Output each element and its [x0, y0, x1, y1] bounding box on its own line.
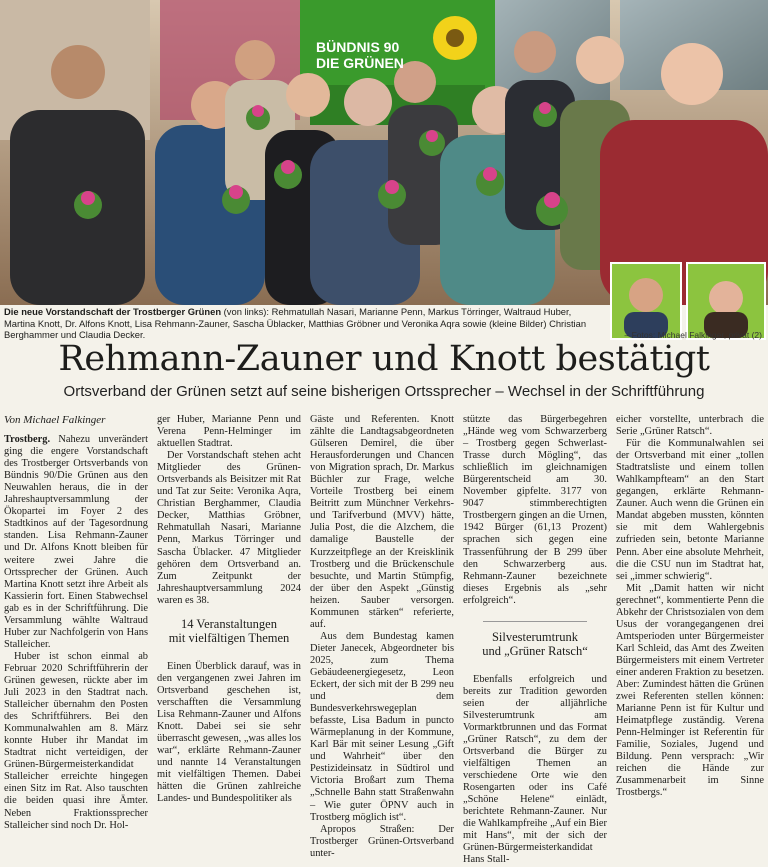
group-photo: [0, 0, 768, 305]
byline: Von Michael Falkinger: [4, 414, 106, 426]
article-column-2: [157, 414, 301, 805]
banner-line1: BÜNDNIS 90: [316, 39, 400, 55]
subheadline: Ortsverband der Grünen setzt auf seine bisherigen Ortssprecher – Wechsel in der Schriftführung: [63, 383, 705, 400]
article-column-4: [463, 414, 607, 866]
article-column-1: [4, 414, 148, 831]
paragraph: Der Vorstandschaft stehen acht Mitglieder des Grünen-Ortsverbands als Beisitzer mit Rat und Tat zur Seite: Veronika Aqra, Christian Berghammer, Claudia Decker, Matthias Gröbner, Rehmatullah Nasari, Marianne Penn, Markus Törringer und Sascha Üblacker. 47 Mitglieder gehören dem Ortsverband an. Zum Zeitpunkt der Jahreshauptversammlung 2024 waren es 38.: [157, 450, 301, 606]
paragraph: Für die Kommunalwahlen sei der Ortsverband mit einer „tollen Stadtratsliste und einem tollen Wahlkampfteam“ an den Start gegangen, erklärte Rehmann-Zauner. Auch wenn die Grünen ein Mandat abgeben mussten, könnten sie mit dem Wahlergebnis zufrieden sein, betonte Marianne Penn. Aber eine absolute Mehrheit, die die CSU nun im Stadtrat hat, sei „immer schwierig“.: [616, 438, 764, 582]
dateline: Trostberg.: [4, 434, 51, 446]
paragraph: Huber ist schon einmal ab Februar 2020 Schriftführerin der Grünen gewesen, rückte aber im Juli 2023 in den Stadtrat nach. Stalleicher übernahm den Posten des Schriftführers. Bei den Kommunalwahlen am 8. März konnte Huber ihr Mandat im Stadtrat nicht verteidigen, der Grünen-Bürgermeisterkandidat Stalleicher erreichte hingegen einen Sitz im Rat. Also tauschten die beiden quasi ihre Ämter. Neben Fraktionssprecher Stalleicher sind noch Dr. Hol-: [4, 650, 148, 831]
article-column-3: [310, 414, 454, 859]
paragraph: eicher vorstellte, unterbrach die Serie „Grüner Ratsch“.: [616, 414, 764, 438]
small-photo-berghammer: [610, 262, 682, 340]
paragraph: ger Huber, Marianne Penn und Verena Penn-Helminger im aktuellen Stadtrat.: [157, 414, 301, 450]
caption-text: (von links): Rehmatullah Nasari, Marianne Penn, Markus Törringer, Waltraud Huber, Martina Knott, Dr. Alfons Knott, Lisa Rehmann-Zauner, Sascha Üblacker, Matthias Gröbner und Veronika Aqra sowie (kleine Bilder) Christian Berghammer und Claudia Decker.: [4, 306, 587, 341]
paragraph: Trostberg. Nahezu unverändert ging die engere Vorstandschaft des Trostberger Ortsverbands von Bündnis 90/Die Grünen aus den Neuwahlen heraus, die in der Jahreshauptversammlung der Ökopartei im Foyer 2 des Stadtkinos auf der Tagesordnung standen. Lisa Rehmann-Zauner und Dr. Alfons Knott bleiben für weitere zwei Jahre die Ortssprecher der Grünen. Auch Martina Knott setzt ihre Arbeit als Kassierin fort. Einen Stabwechsel gab es in der Schriftführung. Die Versammlung wählte Waltraud Huber zur Nachfolgerin von Hans Stalleicher.: [4, 434, 148, 650]
photo-credit: – Fotos: Michael Falkinger, privat (2): [624, 330, 762, 340]
paragraph: Ebenfalls erfolgreich und bereits zur Tradition geworden seien der alljährliche Silvesterumtrunk am Vormarktbrunnen und das Format „Grüner Ratsch“, zu dem der Ortsverband die Bürger zu vielfältigen Themen an verschiedene Orte wie den Rosengarten oder ins Café „Schöne Helene“ einlädt, berichtete Rehmann-Zauner. Nur die Wahlkampfreihe „Auf ein Bier mit Hans“, mit der sich der Grünen-Bürgermeisterkandidat Hans Stall-: [463, 673, 607, 866]
paragraph: Gäste und Referenten. Knott zählte die Landtagsabgeordneten Gülseren Demirel, die über Herausforderungen und Chancen von Migration sprach, Dr. Markus Büchler zur Frage, welche Vorteile Trostberg bei einem Beitritt zum Münchner Verkehrs- und Tarifverbund (MVV) hätte, Julia Post, die die Alzchem, die damalige Baustelle der Kurzzeitpflege an der Kreisklinik Trostberg und die Brückenschule besuchte, und Martin Stümpfig, der über den Aspekt „Günstig heizen. Sauber versorgen. Kommunen stärken“ referierte, auf.: [310, 414, 454, 630]
small-photo-decker: [686, 262, 766, 340]
paragraph: Mit „Damit hatten wir nicht gerechnet“, kommentierte Penn die Abkehr der Christsozialen von dem Usus der vorangegangenen drei Amtsperioden unter Bürgermeister Karl Schleid, das Amt des Zweiten Bürgermeisters mit einem Vertreter einer anderen Fraktion zu besetzen. Aber: Zumindest hätten die Grünen zwei Referenten stellen können: Marianne Penn ist für Kultur und Heimatpflege zuständig. Verena Penn-Helminger ist Referentin für Familie, Soziales, Jugend und Bildung. Penn versprach: „Wir reichen die Hände zur Zusammenarbeit im Sinne Trostbergs.“: [616, 582, 764, 799]
headline: Rehmann-Zauner und Knott bestätigt: [58, 339, 710, 379]
paragraph: Apropos Straßen: Der Trostberger Grünen-Ortsverband unter-: [310, 823, 454, 859]
paragraph: Aus dem Bundestag kamen Dieter Janecek, Abgeordneter bis 2025, zum Thema Gebäudeenergiegesetz, Leon Eckert, der sich mit der B 299 neu und dem Bundesverkehrswegeplan befasste, Lisa Badum in puncto Wärmeplanung in der Kommune, Karl Bär mit seiner Lesung „Gift und Wahrheit“ über den Pestizideinsatz in Südtirol und Victoria Broßart zum Thema „Schnelle Bahn statt Straßenwahn – Wie guter ÖPNV auch in Trostberg möglich ist“.: [310, 630, 454, 823]
paragraph: Einen Überblick darauf, was in den vergangenen zwei Jahren im Ortsverband geschehen ist, verschafften die Versammlung Lisa Rehmann-Zauner und Alfons Knott. Dabei sei sie sehr überrascht gewesen, „was alles los war“, erklärte Rehmann-Zauner und nannte 14 Veranstaltungen mit vielfältigen Themen. Dabei hätten die Grünen zahlreiche Landes- und Bundespolitiker als: [157, 660, 301, 805]
caption-lead: Die neue Vorstandschaft der Trostberger Grünen: [4, 306, 222, 317]
divider: [483, 621, 587, 622]
intertitle-2: Silvesterumtrunk und „Grüner Ratsch“: [482, 629, 588, 658]
paragraph: stützte das Bürgerbegehren „Hände weg vom Schwarzerberg – Trostberg gegen Schwerlast-Trasse durch Mögling“, das schließlich im gleichnamigen Bürgerentscheid am 30. November gipfelte. 3177 von 9047 stimmberechtigten Trostbergern gingen an die Urnen, 1942 Bürger (61,13 Prozent) sprachen sich gegen eine Trassenführung der B 299 über den Schwarzerberg aus. Rehmann-Zauner bezeichnete dieses Ergebnis als „sehr erfolgreich“.: [463, 414, 607, 606]
photo-caption: [4, 306, 604, 341]
banner-line2: DIE GRÜNEN: [316, 55, 404, 71]
article-column-5: [616, 414, 764, 799]
intertitle-1: 14 Veranstaltungen mit vielfältigen Themen: [168, 616, 290, 645]
